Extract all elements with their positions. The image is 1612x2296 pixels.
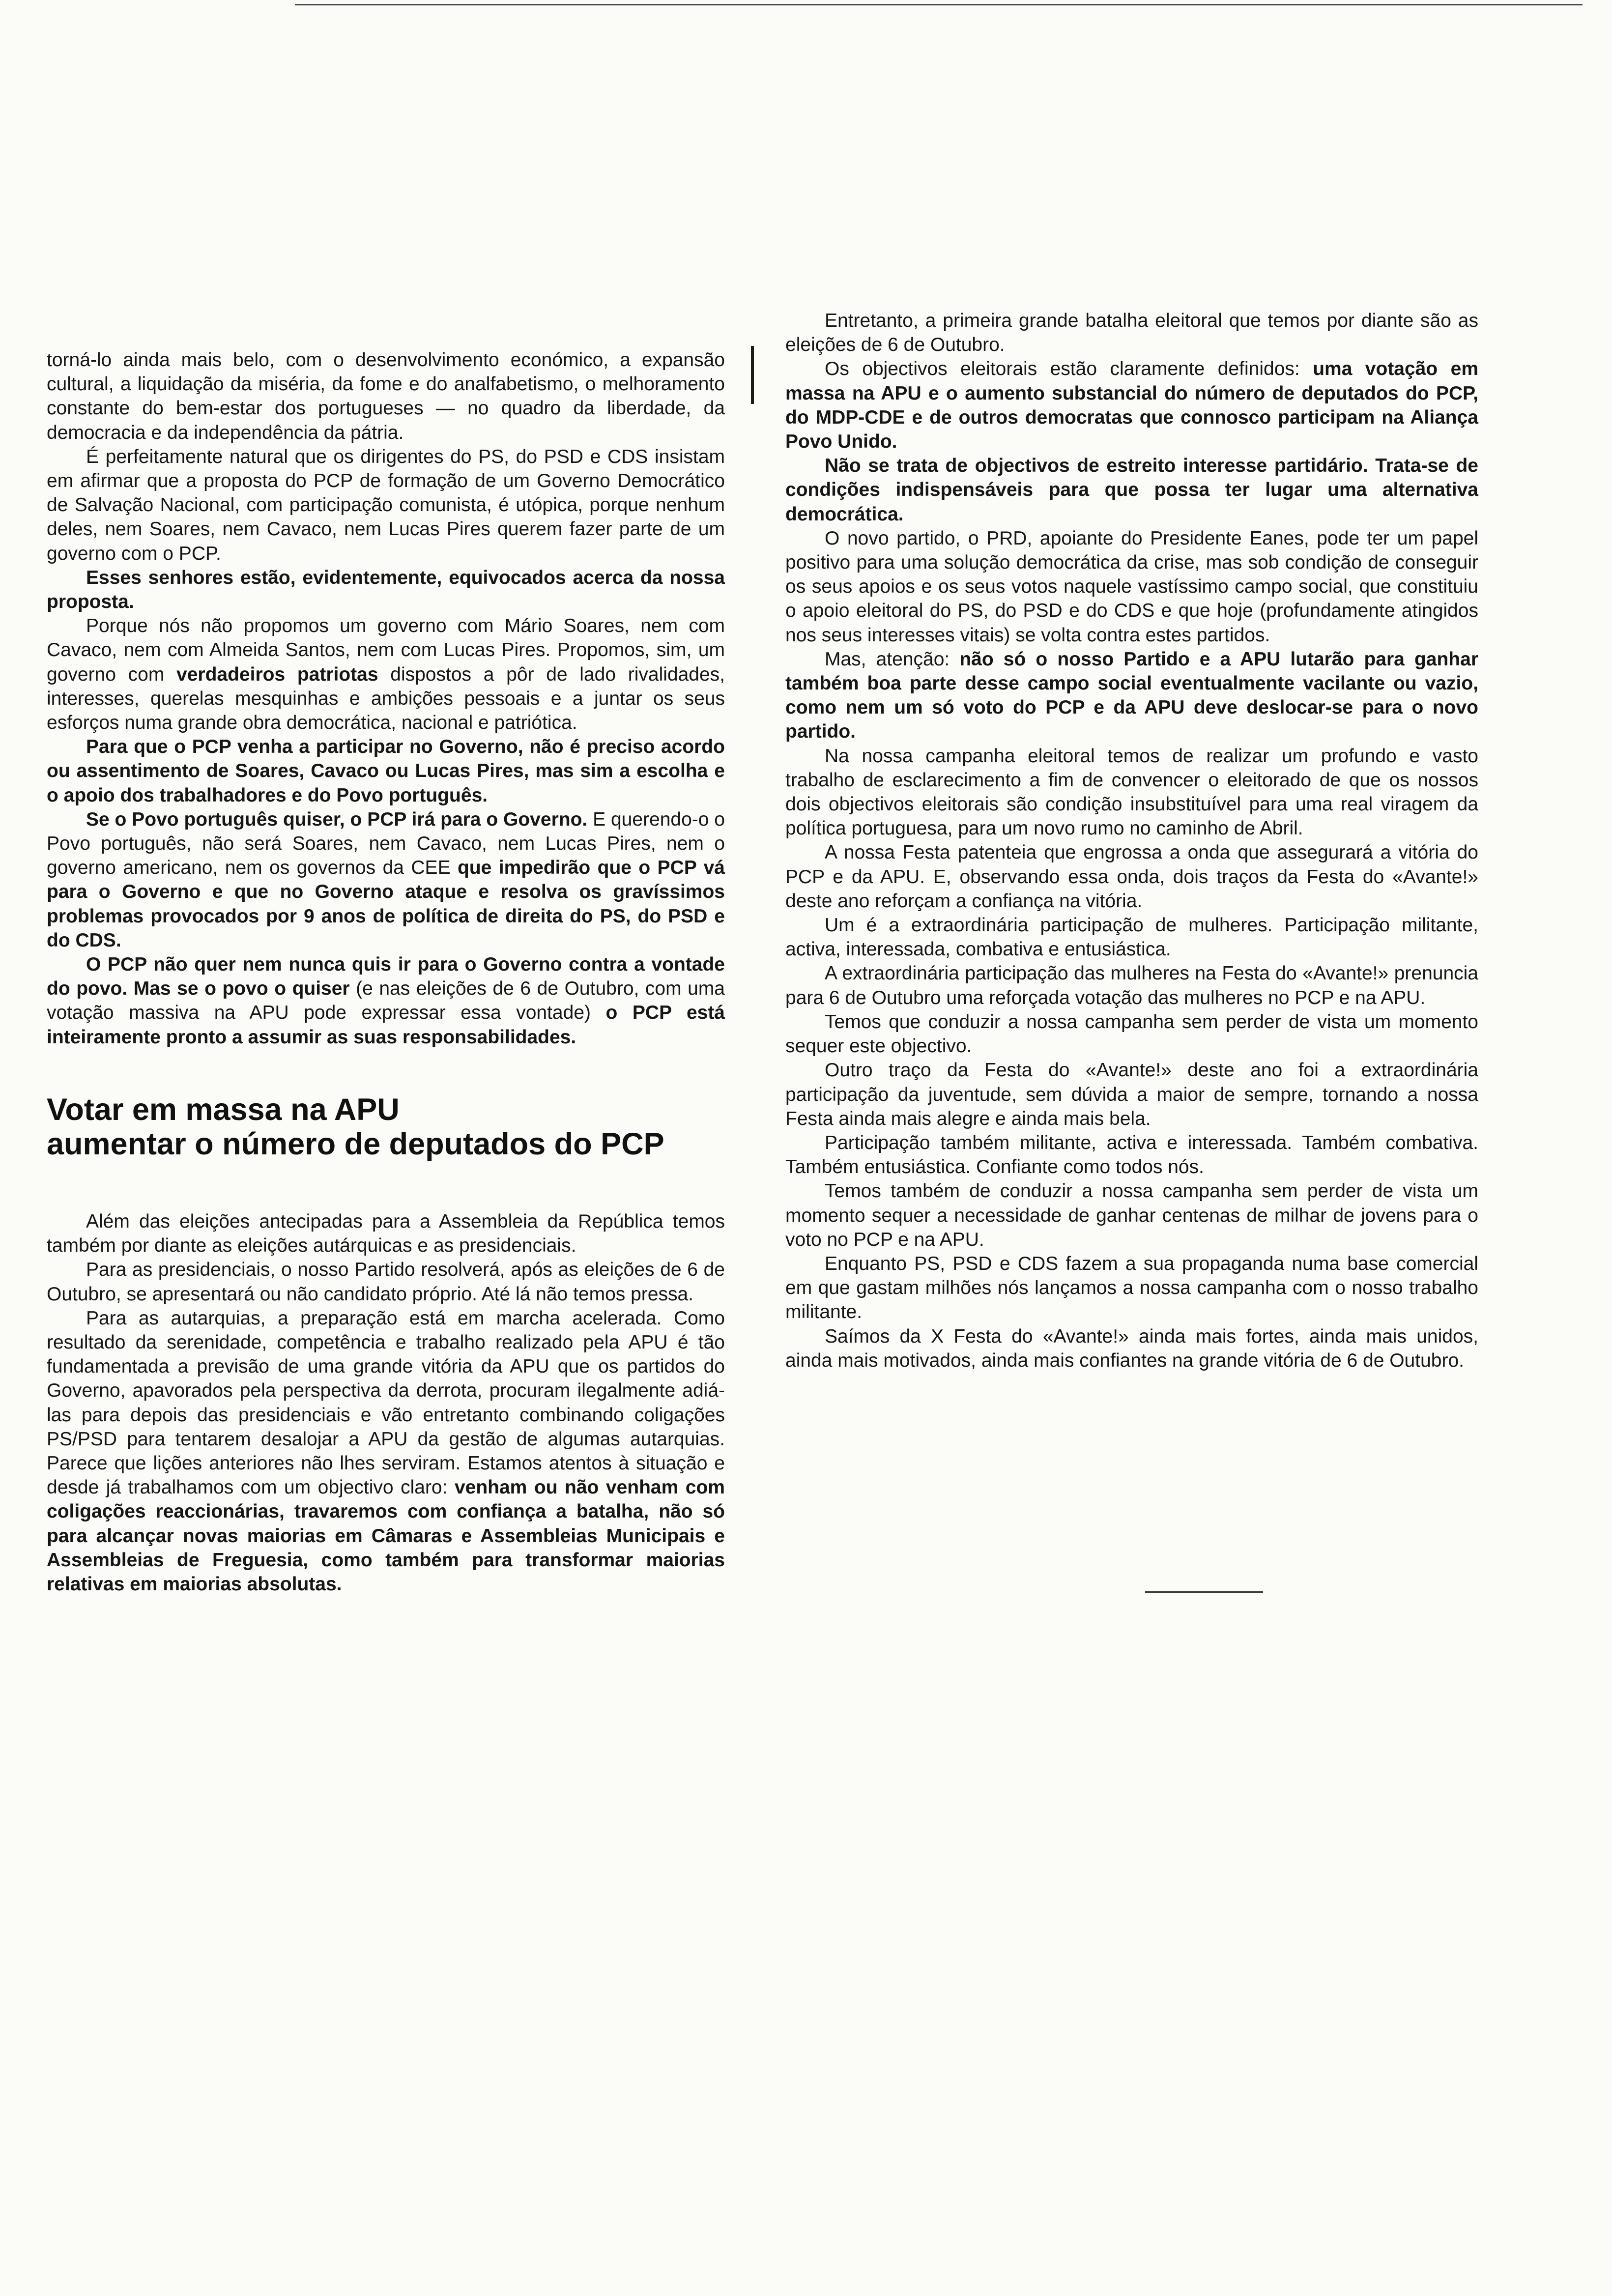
paragraph: [47, 614, 725, 735]
bold-text: verdadeiros patriotas: [176, 663, 378, 685]
paragraph: torná-lo ainda mais belo, com o desenvolvimento económico, a expansão cultural, a liquidação da miséria, da fome e do analfabetismo, o melhoramento constante do bem-estar dos portugueses — no quadro da liberdade, da democracia e da independência da pátria.: [47, 349, 725, 443]
left-column: [47, 348, 725, 1596]
text-run: dispostos a pôr de lado rivalidades, interesses, querelas mesquinhas e ambições pessoais e a juntar os seus esforços numa grande obra democrática, nacional e patriótica.: [47, 663, 725, 734]
text-run: Para as autarquias, a preparação está em marcha acelerada. Como resultado da serenidade, competência e trabalho realizado pela APU é tão fundamentada a previsão de uma grande vitória da APU que os partidos do Governo, apavorados pela perspectiva da derrota, procuram ilegalmente adiá-las para depois das presidenciais e vão entretanto combinando coligações PS/PSD para tentarem desalojar a APU da gestão de algumas autarquias. Parece que lições anteriores não lhes serviram. Estamos atentos à situação e desde já trabalhamos com um objectivo claro:: [47, 1307, 725, 1498]
paragraph: A extraordinária participação das mulheres na Festa do «Avante!» prenuncia para 6 de Outubro uma reforçada votação das mulheres no PCP e na APU.: [785, 963, 1478, 1008]
bold-text: Para que o PCP venha a participar no Governo, não é preciso acordo ou assentimento de Soares, Cavaco ou Lucas Pires, mas sim a escolha e o apoio dos trabalhadores e do Povo português.: [47, 736, 725, 806]
bold-text: que impedirão que o PCP vá para o Governo e que no Governo ataque e resolva os gravíssimos problemas provocados por 9 anos de política de direita do PS, do PSD e do CDS.: [47, 857, 725, 951]
column-rule: [751, 346, 754, 404]
paragraph: A nossa Festa patenteia que engrossa a onda que assegurará a vitória do PCP e da APU. E, observando essa onda, dois traços da Festa do «Avante!» deste ano reforçam a confiança na vitória.: [785, 842, 1478, 912]
text-run: Porque nós não propomos um governo com Mário Soares, nem com Cavaco, nem com Almeida Santos, nem com Lucas Pires. Propomos, sim, um governo com: [47, 615, 725, 685]
paragraph: Enquanto PS, PSD e CDS fazem a sua propaganda numa base comercial em que gastam milhões nós lançamos a nossa campanha com o nosso trabalho militante.: [785, 1253, 1478, 1323]
paragraph: Participação também militante, activa e interessada. Também combativa. Também entusiástica. Confiante como todos nós.: [785, 1132, 1478, 1178]
paragraph: Entretanto, a primeira grande batalha eleitoral que temos por diante são as eleições de 6 de Outubro.: [785, 310, 1478, 356]
end-rule: [1145, 1591, 1263, 1593]
paragraph: Outro traço da Festa do «Avante!» deste ano foi a extraordinária participação da juventude, sem dúvida a maior de sempre, tornando a nossa Festa ainda mais alegre e ainda mais bela.: [785, 1060, 1478, 1129]
right-column: [785, 309, 1478, 1373]
paragraph: Temos que conduzir a nossa campanha sem perder de vista um momento sequer este objectivo.: [785, 1011, 1478, 1057]
paragraph: Saímos da X Festa do «Avante!» ainda mais fortes, ainda mais unidos, ainda mais motivados, ainda mais confiantes na grande vitória de 6 de Outubro.: [785, 1325, 1478, 1371]
paragraph: É perfeitamente natural que os dirigentes do PS, do PSD e CDS insistam em afirmar que a proposta do PCP de formação de um Governo Democrático de Salvação Nacional, com participação comunista, é utópica, porque nenhum deles, nem Soares, nem Cavaco, nem Lucas Pires querem fazer parte de um governo com o PCP.: [47, 446, 725, 564]
heading-line: aumentar o número de deputados do PCP: [47, 1126, 664, 1161]
section-heading: [47, 1092, 725, 1161]
text-run: E querendo-o o Povo português, não será Soares, nem Cavaco, nem Lucas Pires, nem o governo americano, nem os governos da CEE: [47, 808, 725, 879]
bold-text: O PCP não quer nem nunca quis ir para o Governo contra a vontade do povo. Mas se o povo o quiser: [47, 954, 725, 1000]
text-run: (e nas eleições de 6 de Outubro, com uma votação massiva na APU pode expressar essa vontade): [47, 978, 725, 1024]
text-run: Mas, atenção:: [825, 648, 960, 670]
paragraph: Para as presidenciais, o nosso Partido resolverá, após as eleições de 6 de Outubro, se apresentará ou não candidato próprio. Até lá não temos pressa.: [47, 1259, 725, 1305]
bold-text: o PCP está inteiramente pronto a assumir as suas responsabilidades.: [47, 1002, 725, 1048]
top-border-line: [295, 4, 1583, 5]
paragraph: [785, 647, 1478, 744]
paragraph: [47, 566, 725, 614]
text-run: Os objectivos eleitorais estão claramente definidos:: [825, 358, 1313, 380]
paragraph: Além das eleições antecipadas para a Assembleia da República temos também por diante as eleições autárquicas e as presidenciais.: [47, 1210, 725, 1257]
heading-line: Votar em massa na APU: [47, 1092, 400, 1127]
bold-text: uma votação em massa na APU e o aumento substancial do número de deputados do PCP, do MDP-CDE e de outros democratas que connosco participam na Aliança Povo Unido.: [785, 358, 1478, 453]
bold-text: Esses senhores estão, evidentemente, equivocados acerca da nossa proposta.: [47, 567, 725, 613]
paragraph: [785, 357, 1478, 454]
bold-text: não só o nosso Partido e a APU lutarão para ganhar também boa parte desse campo social eventualmente vacilante ou vazio, como nem um só voto do PCP e da APU deve deslocar-se para o novo partido.: [785, 648, 1478, 743]
bold-text: venham ou não venham com coligações reaccionárias, travaremos com confiança a batalha, não só para alcançar novas maiorias em Câmaras e Assembleias Municipais e Assembleias de Freguesia, como também para transformar maiorias relativas em maiorias absolutas.: [47, 1477, 725, 1595]
paragraph: O novo partido, o PRD, apoiante do Presidente Eanes, pode ter um papel positivo para uma solução democrática da crise, mas sob condição de conseguir os seus apoios e os seus votos naquele vastíssimo campo social, que constituiu o apoio eleitoral do PS, do PSD e do CDS e que hoje (profundamente atingidos nos seus interesses vitais) se volta contra estes partidos.: [785, 527, 1478, 646]
bold-text: Não se trata de objectivos de estreito interesse partidário. Trata-se de condições indispensáveis para que possa ter lugar uma alternativa democrática.: [785, 455, 1478, 525]
paragraph: [47, 1306, 725, 1596]
paragraph: [47, 735, 725, 807]
paragraph: Um é a extraordinária participação de mulheres. Participação militante, activa, interessada, combativa e entusiástica.: [785, 915, 1478, 960]
paragraph: Temos também de conduzir a nossa campanha sem perder de vista um momento sequer a necessidade de ganhar centenas de milhar de jovens para o voto no PCP e na APU.: [785, 1180, 1478, 1250]
paragraph: [785, 454, 1478, 526]
paragraph: [47, 807, 725, 952]
paragraph: [47, 952, 725, 1049]
bold-text: Se o Povo português quiser, o PCP irá para o Governo.: [86, 808, 588, 830]
paragraph: Na nossa campanha eleitoral temos de realizar um profundo e vasto trabalho de esclarecimento a fim de convencer o eleitorado de que os nossos dois objectivos eleitorais são condição insubstituível para uma real viragem da política portuguesa, para um novo rumo no caminho de Abril.: [785, 745, 1478, 839]
